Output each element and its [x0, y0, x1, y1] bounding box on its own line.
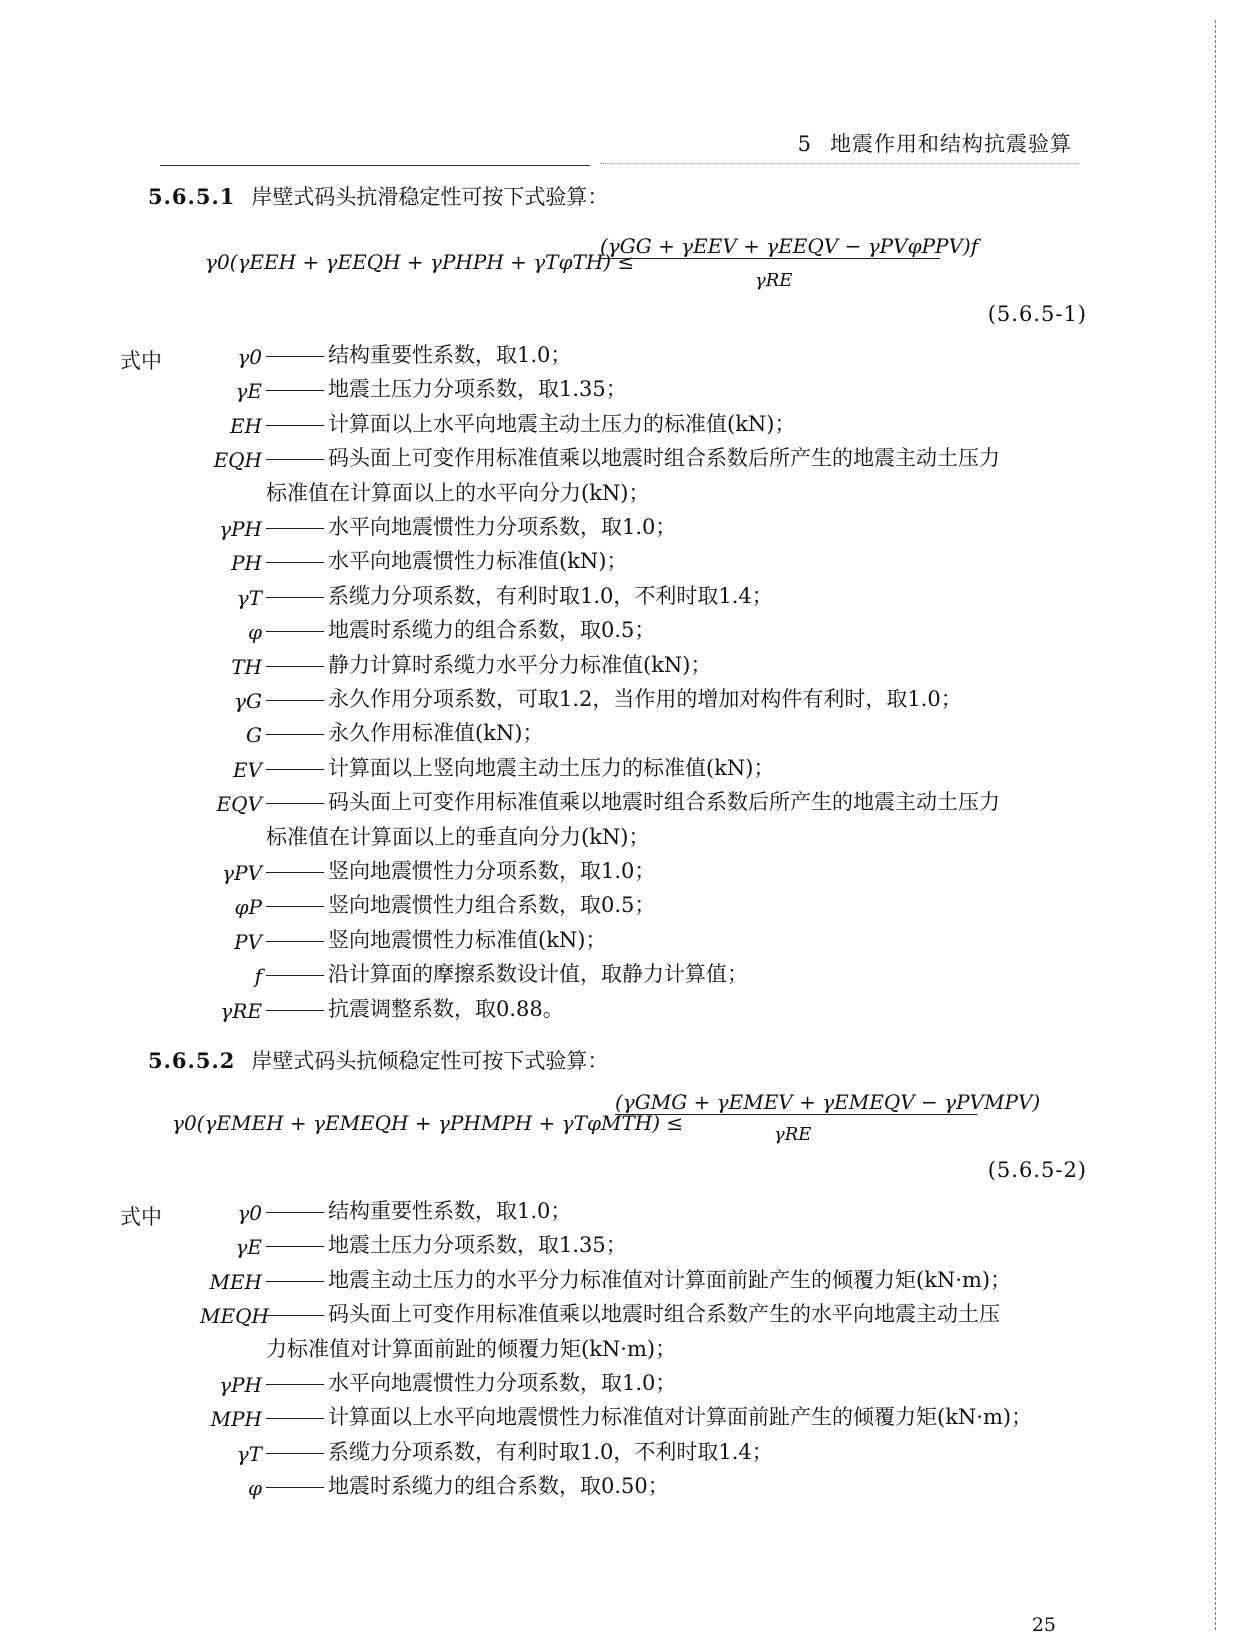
em-dash — [266, 1487, 324, 1488]
term-symbol: MPH — [210, 1407, 262, 1432]
term-symbol: EV — [232, 757, 262, 782]
header-rule-dotted — [600, 163, 1080, 164]
formula-numerator: (γGMG + γEMEV + γEMEQV − γPVMPV) — [615, 1090, 1041, 1114]
term-description: 沿计算面的摩擦系数设计值，取静力计算值； — [328, 962, 748, 987]
term-description: 结构重要性系数，取1.0； — [328, 343, 572, 367]
term-description: 水平向地震惯性力分项系数，取1.0； — [328, 515, 677, 539]
formula-lhs: γ0(γEEH + γEEQH + γPHPH + γTφTH) ≤ — [205, 250, 635, 274]
chapter-title: 地震作用和结构抗震验算 — [830, 132, 1072, 156]
term-symbol: γG — [234, 689, 262, 713]
term-symbol: γPH — [219, 1373, 262, 1397]
term-description: 永久作用分项系数，可取1.2，当作用的增加对构件有利时，取1.0； — [328, 687, 962, 711]
where-label: 式中 — [120, 349, 162, 373]
term-description: 地震土压力分项系数，取1.35； — [328, 377, 627, 402]
formula-denominator: γRE — [774, 1124, 812, 1145]
term-symbol: γ0 — [237, 345, 262, 369]
em-dash — [266, 803, 324, 804]
term-description: 码头面上可变作用标准值乘以地震时组合系数产生的水平向地震主动土压 — [328, 1302, 1000, 1327]
term-symbol: γPV — [222, 861, 262, 885]
em-dash — [266, 459, 324, 460]
clause-number: 5.6.5.2 — [148, 1048, 236, 1073]
term-description: 码头面上可变作用标准值乘以地震时组合系数后所产生的地震主动土压力 — [328, 790, 1000, 815]
term-symbol: γ0 — [237, 1201, 262, 1225]
term-description-continuation: 力标准值对计算面前趾的倾覆力矩(kN·m)； — [266, 1336, 677, 1361]
running-head — [798, 128, 1072, 158]
em-dash — [266, 1418, 324, 1419]
scan-margin-line — [1215, 20, 1216, 1630]
term-symbol: EQH — [213, 448, 262, 473]
clause-heading-2 — [148, 1050, 608, 1072]
term-description: 计算面以上水平向地震主动土压力的标准值(kN)； — [328, 411, 796, 436]
term-description-continuation: 标准值在计算面以上的垂直向分力(kN)； — [266, 824, 650, 849]
em-dash — [266, 975, 324, 976]
term-description: 静力计算时系缆力水平分力标准值(kN)； — [328, 652, 712, 677]
term-symbol: PV — [234, 929, 262, 954]
term-symbol: TH — [231, 654, 262, 679]
em-dash — [266, 425, 324, 426]
term-symbol: φP — [234, 895, 262, 920]
term-description: 码头面上可变作用标准值乘以地震时组合系数后所产生的地震主动土压力 — [328, 446, 1000, 471]
equation-number: (5.6.5-1) — [987, 302, 1087, 326]
em-dash — [266, 1453, 324, 1454]
em-dash — [266, 1384, 324, 1385]
term-symbol: γE — [235, 379, 262, 404]
em-dash — [266, 1281, 324, 1282]
term-symbol: f — [254, 964, 262, 989]
term-description: 地震时系缆力的组合系数，取0.50； — [328, 1474, 669, 1499]
term-symbol: PH — [231, 551, 262, 576]
term-symbol: G — [246, 723, 262, 748]
term-description: 地震土压力分项系数，取1.35； — [328, 1233, 627, 1258]
term-symbol: MEQH — [200, 1304, 269, 1329]
term-symbol: EQV — [216, 792, 262, 817]
term-description: 结构重要性系数，取1.0； — [328, 1199, 572, 1223]
term-description: 竖向地震惯性力组合系数，取0.5； — [328, 893, 656, 918]
fraction-bar — [615, 1114, 977, 1115]
clause-text: 岸壁式码头抗滑稳定性可按下式验算： — [251, 185, 609, 209]
em-dash — [266, 1315, 324, 1316]
term-description: 水平向地震惯性力分项系数，取1.0； — [328, 1371, 677, 1395]
formula-lhs: γ0(γEMEH + γEMEQH + γPHMPH + γTφMTH) ≤ — [172, 1111, 684, 1135]
em-dash — [266, 700, 324, 701]
header-rule — [160, 165, 590, 166]
formula-denominator: γRE — [755, 270, 793, 291]
em-dash — [266, 872, 324, 873]
where-label: 式中 — [120, 1205, 162, 1229]
equation-number: (5.6.5-2) — [987, 1158, 1087, 1182]
term-description: 系缆力分项系数，有利时取1.0，不利时取1.4； — [328, 583, 773, 608]
term-symbol: φ — [247, 1476, 262, 1501]
term-description: 永久作用标准值(kN)； — [328, 721, 544, 746]
em-dash — [266, 906, 324, 907]
em-dash — [266, 1246, 324, 1247]
clause-heading-1 — [148, 186, 608, 208]
term-description: 抗震调整系数，取0.88。 — [328, 996, 564, 1021]
term-description: 计算面以上水平向地震惯性力标准值对计算面前趾产生的倾覆力矩(kN·m)； — [328, 1405, 1033, 1430]
term-symbol: φ — [247, 620, 262, 645]
em-dash — [266, 1010, 324, 1011]
fraction-bar — [600, 258, 940, 259]
em-dash — [266, 1212, 324, 1213]
term-symbol: γPH — [219, 517, 262, 541]
term-symbol: γT — [236, 585, 262, 610]
term-description-continuation: 标准值在计算面以上的水平向分力(kN)； — [266, 480, 650, 505]
em-dash — [266, 356, 324, 357]
term-symbol: γE — [235, 1235, 262, 1260]
em-dash — [266, 941, 324, 942]
term-description: 地震主动土压力的水平分力标准值对计算面前趾产生的倾覆力矩(kN·m)； — [328, 1267, 1012, 1292]
term-description: 竖向地震惯性力分项系数，取1.0； — [328, 859, 656, 883]
em-dash — [266, 631, 324, 632]
em-dash — [266, 734, 324, 735]
term-symbol: γRE — [220, 998, 262, 1023]
clause-number: 5.6.5.1 — [148, 184, 236, 209]
em-dash — [266, 769, 324, 770]
clause-text: 岸壁式码头抗倾稳定性可按下式验算： — [251, 1049, 609, 1073]
term-description: 系缆力分项系数，有利时取1.0，不利时取1.4； — [328, 1439, 773, 1464]
formula-numerator: (γGG + γEEV + γEEQV − γPVφPPV)f — [600, 234, 979, 258]
chapter-number: 5 — [797, 132, 812, 156]
term-symbol: MEH — [209, 1269, 262, 1294]
em-dash — [266, 597, 324, 598]
term-description: 计算面以上竖向地震主动土压力的标准值(kN)； — [328, 755, 775, 780]
em-dash — [266, 562, 324, 563]
term-description: 地震时系缆力的组合系数，取0.5； — [328, 618, 656, 643]
term-symbol: γT — [236, 1441, 262, 1466]
em-dash — [266, 390, 324, 391]
term-symbol: EH — [229, 413, 262, 438]
em-dash — [266, 666, 324, 667]
em-dash — [266, 528, 324, 529]
term-description: 竖向地震惯性力标准值(kN)； — [328, 927, 607, 952]
page-number: 25 — [1031, 1614, 1056, 1636]
term-description: 水平向地震惯性力标准值(kN)； — [328, 549, 628, 574]
